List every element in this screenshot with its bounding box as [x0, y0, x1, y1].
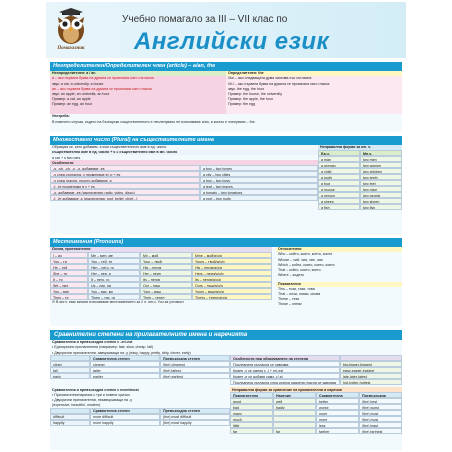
poster-subtitle: Учебно помагало за III – VII клас по — [122, 14, 288, 25]
comparison-section — [50, 330, 402, 450]
pronoun-row-cell: Yours – твой/я/о/и — [192, 258, 272, 264]
irregular-row-cell: two men — [360, 156, 402, 162]
pronoun-row-cell: Our – наш — [140, 282, 192, 288]
pronoun-row-cell: Them – тях, ги — [88, 294, 140, 300]
irr-row-cell: farther — [316, 428, 359, 434]
pronoun-row-cell: Their – техен — [140, 294, 192, 300]
definite-line: /ði:/ – ако първата буква на думата се произнася като гласна — [228, 81, 330, 86]
irr-rows — [230, 398, 402, 434]
special-line: Последната съгласна след кратка ударена гласна се удвоява — [230, 379, 340, 385]
cmp-row-cell: cleaner — [90, 361, 160, 367]
poster-title: Английски език — [134, 28, 330, 55]
poster-header — [46, 2, 406, 58]
pronoun-row-cell: His – негов/а/о/и — [192, 264, 272, 270]
cmp-row-cell: tall — [50, 367, 90, 373]
irregular-rows — [318, 156, 402, 210]
irr-col-superlative: Превъзходна — [359, 392, 402, 398]
irr-col-adv: Наречие — [273, 392, 316, 398]
plural-section — [50, 136, 402, 234]
articles-heading: Неопределителен/Определителен член (article) – a/an, the — [50, 62, 402, 71]
irr-col-comparative: Сравнителна — [316, 392, 359, 398]
plural-rule-row-cell: -y след гласна, просто добавяме -s — [50, 177, 200, 183]
indefinite-line: звук: a cat, a university, a house — [52, 81, 104, 86]
pronoun-row-cell: They – те — [50, 294, 88, 300]
usage-heading: Употреба: — [52, 114, 70, 119]
irregular-row-cell: a child — [318, 168, 360, 174]
articles-section — [50, 62, 402, 132]
irr-row-cell: badly — [273, 404, 316, 410]
short-adj-line: • Едносрични прилагателни (например: fast, slow, cheap, tall) — [52, 345, 154, 350]
special-line: Краен -у се сменя с -i + er/-est — [230, 367, 340, 373]
short-adj-line: • Двусрични прилагателни, завършващи на -y (easy, happy, pretty, dirty, clever, early) — [52, 350, 191, 355]
special-heading: Особености при образуването на степени — [230, 355, 340, 361]
long-row-cell: difficult — [50, 414, 90, 420]
special-example: hot-hotter-hottest — [340, 379, 402, 385]
irregular-row-cell: a foot — [318, 180, 360, 186]
cmp-col-comparative: Сравнителна степен — [90, 355, 160, 361]
plural-left — [50, 145, 318, 210]
cmp-col-superlative: Превъзходна степен — [160, 355, 230, 361]
irregular-row-cell: two women — [360, 162, 402, 168]
irr-row-cell: good — [230, 398, 273, 404]
long-row-cell: more difficult — [90, 414, 160, 420]
logo-text: Помагалник — [57, 46, 85, 51]
plural-heading: Множествено число (Plural) на съществителните имена — [50, 136, 402, 145]
long-col-comparative: Сравнителна степен — [90, 408, 160, 414]
pronoun-row-cell: You – теб, те — [88, 258, 140, 264]
plural-formula: съществително име в ед. число + s = съществително име в мн. число — [50, 150, 318, 155]
pronoun-row-cell: Your – твой — [140, 258, 192, 264]
irregular-row — [318, 204, 402, 210]
pronoun-row-cell: He – той — [50, 264, 88, 270]
pronouns-heading: Местоимения (Pronouns) — [50, 238, 402, 247]
pronoun-row-cell: Its – негов — [140, 276, 192, 282]
cmp-row-cell: earlier — [90, 373, 160, 379]
definite-heading: Определителен: the — [228, 71, 264, 76]
definite-rules — [226, 76, 402, 114]
definite-line: Пример: the house, the university — [228, 91, 283, 96]
pronoun-rows — [50, 252, 272, 300]
irr-row — [230, 428, 402, 434]
long-adj-line: (expensive, beautiful, modern) — [52, 402, 101, 407]
pronoun-row-cell: His – негов — [140, 264, 192, 270]
irregular-row-cell: two sheep — [360, 198, 402, 204]
indefinite-rules — [50, 76, 226, 114]
special-example: late-later-latest — [340, 373, 402, 379]
irr-row-cell: worse — [316, 404, 359, 410]
plural-rules — [50, 165, 318, 201]
long-adj-line: • Прилагателни/наречия с три и повече срички — [52, 392, 130, 397]
irr-row-cell: (the) worst — [359, 404, 402, 410]
plural-rule-row-cell: a city – two cities — [200, 171, 318, 177]
irregular-row-cell: a man — [318, 156, 360, 162]
plural-rule-row-cell: -y след съгласна, y променяме в i и + es — [50, 171, 200, 177]
relative-line: Whose – чий, чия, чие, чии — [278, 257, 323, 262]
irr-row-cell: less — [316, 422, 359, 428]
long-row-cell: happily — [50, 420, 90, 426]
cmp-row-cell: early — [50, 373, 90, 379]
pronoun-row-cell: Me – мен, ме — [88, 252, 140, 258]
definite-line: звук, the egg, the hour — [228, 86, 265, 91]
irr-row-cell: (the) most — [359, 410, 402, 416]
plural-rule-row-cell: -o, добавяме -es (изключения: radio, video, disco) — [50, 189, 200, 195]
personal-heading: Лични, притежателни — [50, 247, 272, 252]
pronoun-row-cell: Its – негов/а/о/и — [192, 276, 272, 282]
pronoun-row-cell: Your – ваш — [140, 288, 192, 294]
plural-rule-row-cell: -f, -fe променяме в v + es — [50, 183, 200, 189]
demonstrative-line: Those – онези — [278, 302, 302, 307]
demonstrative-line: This – този, тази, това — [278, 287, 315, 292]
special-example: easy-easier-easiest — [340, 367, 402, 373]
indefinite-heading: Неопределителен: a / an — [52, 71, 96, 76]
plural-rule-row-cell: -f, -fe добавяме -s (изключения: roof, belief, chief...) — [50, 195, 200, 201]
pronoun-row-cell: Her – неин — [140, 270, 192, 276]
usage-note: В повечето случаи, където на български съществителното е нечленувано не използваме a/an, а когато е членувано – the. — [52, 119, 256, 124]
irr-row-cell: little — [230, 422, 273, 428]
short-adj-heading: Сравнителна и превъзходна степен с -er/-est — [52, 340, 133, 345]
indefinite-line: a – ако първата буква на думата се произнася като съгласна — [52, 76, 154, 81]
irregular-row-cell: a mouse — [318, 186, 360, 192]
pronouns-section — [50, 238, 402, 326]
study-poster — [46, 2, 406, 450]
irregular-row-cell: two teeth — [360, 174, 402, 180]
short-adj-table — [50, 355, 230, 385]
relative-line: That – който, която, което — [278, 267, 321, 272]
irregular-row-cell: a person — [318, 192, 360, 198]
pronoun-row-cell: My – мой — [140, 252, 192, 258]
irr-row-cell: more — [316, 416, 359, 422]
cmp-row-cell: taller — [90, 367, 160, 373]
irregular-row-cell: a tooth — [318, 174, 360, 180]
plural-formula-example: a car + s two cars — [52, 155, 81, 160]
cmp-rows — [50, 361, 230, 379]
pronoun-row-cell: It – него, го — [88, 276, 140, 282]
irregular-row-cell: two mice — [360, 186, 402, 192]
pronoun-row — [50, 294, 272, 300]
irr-row-cell: more — [316, 410, 359, 416]
demonstrative-line: These – тези — [278, 297, 300, 302]
pronoun-row-cell: You – ти — [50, 258, 88, 264]
irregular-row-cell: two children — [360, 168, 402, 174]
irr-row-cell: much — [230, 416, 273, 422]
long-row-cell: (the) most happily — [160, 420, 230, 426]
irregular-row-cell: a woman — [318, 162, 360, 168]
pronoun-row-cell: Ours – наш/а/о/и — [192, 282, 272, 288]
pronoun-row-cell: Mine – мой/я/о/и — [192, 252, 272, 258]
irr-col-adj: Прилагателно — [230, 392, 273, 398]
long-col-superlative: Превъзходна степен — [160, 408, 230, 414]
special-example: big-bigger-biggest — [340, 361, 402, 367]
plural-rule-row-cell: a roof – two roofs — [200, 195, 318, 201]
pronoun-row-cell: Yours – ваш/а/о/и — [192, 288, 272, 294]
plural-special-heading: Особености — [50, 160, 318, 165]
cmp-row-cell: (the) cleanest — [160, 361, 230, 367]
special-line: Краен -е се добавя само -r/-st — [230, 373, 340, 379]
plural-rule-row — [50, 195, 318, 201]
pronoun-row-cell: It – то — [50, 276, 88, 282]
special-rules — [230, 355, 402, 385]
pronoun-row-cell: Hers – неин/я/о/и — [192, 270, 272, 276]
irr-row-cell: bad — [230, 404, 273, 410]
long-row — [50, 420, 230, 426]
irregular-row-cell: a sheep — [318, 198, 360, 204]
long-adj-block — [50, 387, 230, 434]
pronoun-row-cell: Him – него, го — [88, 264, 140, 270]
demonstrative-line: That – онзи, онази, онова — [278, 292, 321, 297]
irr-row-cell: (the) farthest — [359, 428, 402, 434]
indefinite-line: Пример: a cat, an apple — [52, 96, 91, 101]
plural-rule-row-cell: -s, -sh, -ch, -x, -o, добавяме -es — [50, 165, 200, 171]
irregular-row-cell: a fish — [318, 204, 360, 210]
irregular-col-plural: Мн.ч. — [360, 150, 402, 156]
pronoun-row-cell: Theirs – техен/а/о/и — [192, 294, 272, 300]
irr-row-cell: better — [316, 398, 359, 404]
plural-rule-row-cell: a tomato – two tomatoes — [200, 189, 318, 195]
relative-line: Who – който, която, което, които — [278, 252, 333, 257]
pronoun-row-cell: Us – нас, ни — [88, 282, 140, 288]
cmp-row — [50, 373, 230, 379]
long-adj-heading: Сравнителна и превъзходна степен с more/most — [52, 387, 139, 392]
comparison-heading: Сравнителни степени на прилагателните имена и наречията — [50, 330, 402, 340]
long-row-cell: more happily — [90, 420, 160, 426]
indefinite-line: an – ако първата буква на думата се произнася като гласна — [52, 86, 152, 91]
special-line: Последната съгласна се удвоява — [230, 361, 340, 367]
relative-line: Which – който, която, което, които — [278, 262, 335, 267]
definite-line: /ðə/ – ако следващата дума започва със съгласна — [228, 76, 312, 81]
irregular-row-cell: two fish — [360, 204, 402, 210]
irr-row-cell: (the) most — [359, 416, 402, 422]
owl-icon — [50, 8, 92, 46]
pronoun-row-cell: I – аз — [50, 252, 88, 258]
irr-row-cell: many — [230, 410, 273, 416]
pronoun-row-cell: You – вас, ви — [88, 288, 140, 294]
plural-intro: Образува се, като добавим -s към съществителното име в ед. число — [52, 145, 167, 150]
irr-row-cell: (the) least — [359, 422, 402, 428]
indefinite-line: Пример: an egg, an hour — [52, 101, 93, 106]
irr-cmp-heading: Неправилни форми за сравнение на прилагателни и наречия — [230, 387, 402, 392]
plural-rule-row-cell: a leaf – two leaves — [200, 183, 318, 189]
pronoun-row-cell: Her – нея, я — [88, 270, 140, 276]
irr-row-cell: far — [230, 428, 273, 434]
irregular-heading: Неправилни форми за мн. ч. — [318, 145, 402, 150]
irregular-comparison — [230, 387, 402, 434]
pronoun-row-cell: You – вие — [50, 288, 88, 294]
plural-rule-row-cell: a box – two boxes — [200, 165, 318, 171]
pronoun-note: !!! В англ. език винаги използваме местоимението за 2 л. мн.ч. You за учтивост — [52, 300, 184, 305]
pronoun-row-cell: We – ние — [50, 282, 88, 288]
cmp-row-cell: clean — [50, 361, 90, 367]
cmp-row-cell: (the) tallest — [160, 367, 230, 373]
pronoun-row-cell: She – тя — [50, 270, 88, 276]
long-row-cell: (the) most difficult — [160, 414, 230, 420]
irr-row-cell: well — [273, 398, 316, 404]
long-rows — [50, 414, 230, 426]
relative-line: Where – където — [278, 272, 304, 277]
personal-pronouns — [50, 247, 272, 307]
irregular-plural — [318, 145, 402, 210]
definite-line: Пример: the egg — [228, 101, 256, 106]
demonstrative-heading: Показателни — [276, 282, 402, 287]
irregular-row-cell: two people — [360, 192, 402, 198]
owl-logo — [50, 8, 92, 54]
definite-line: Пример: the apple, the hour — [228, 96, 274, 101]
other-pronouns — [272, 247, 402, 307]
relative-heading: Относителни — [276, 247, 402, 252]
indefinite-line: звук: an apple, an umbrella, an hour — [52, 91, 110, 96]
irregular-col-singular: Ед.ч. — [318, 150, 360, 156]
plural-rule-row-cell: a boy – two boys — [200, 177, 318, 183]
long-adj-line: • Двусрични прилагателни, незавършващи на -у — [52, 397, 132, 402]
irr-row-cell: far — [273, 428, 316, 434]
irregular-row-cell: two feet — [360, 180, 402, 186]
cmp-row-cell: (the) earliest — [160, 373, 230, 379]
irr-row-cell: (the) best — [359, 398, 402, 404]
